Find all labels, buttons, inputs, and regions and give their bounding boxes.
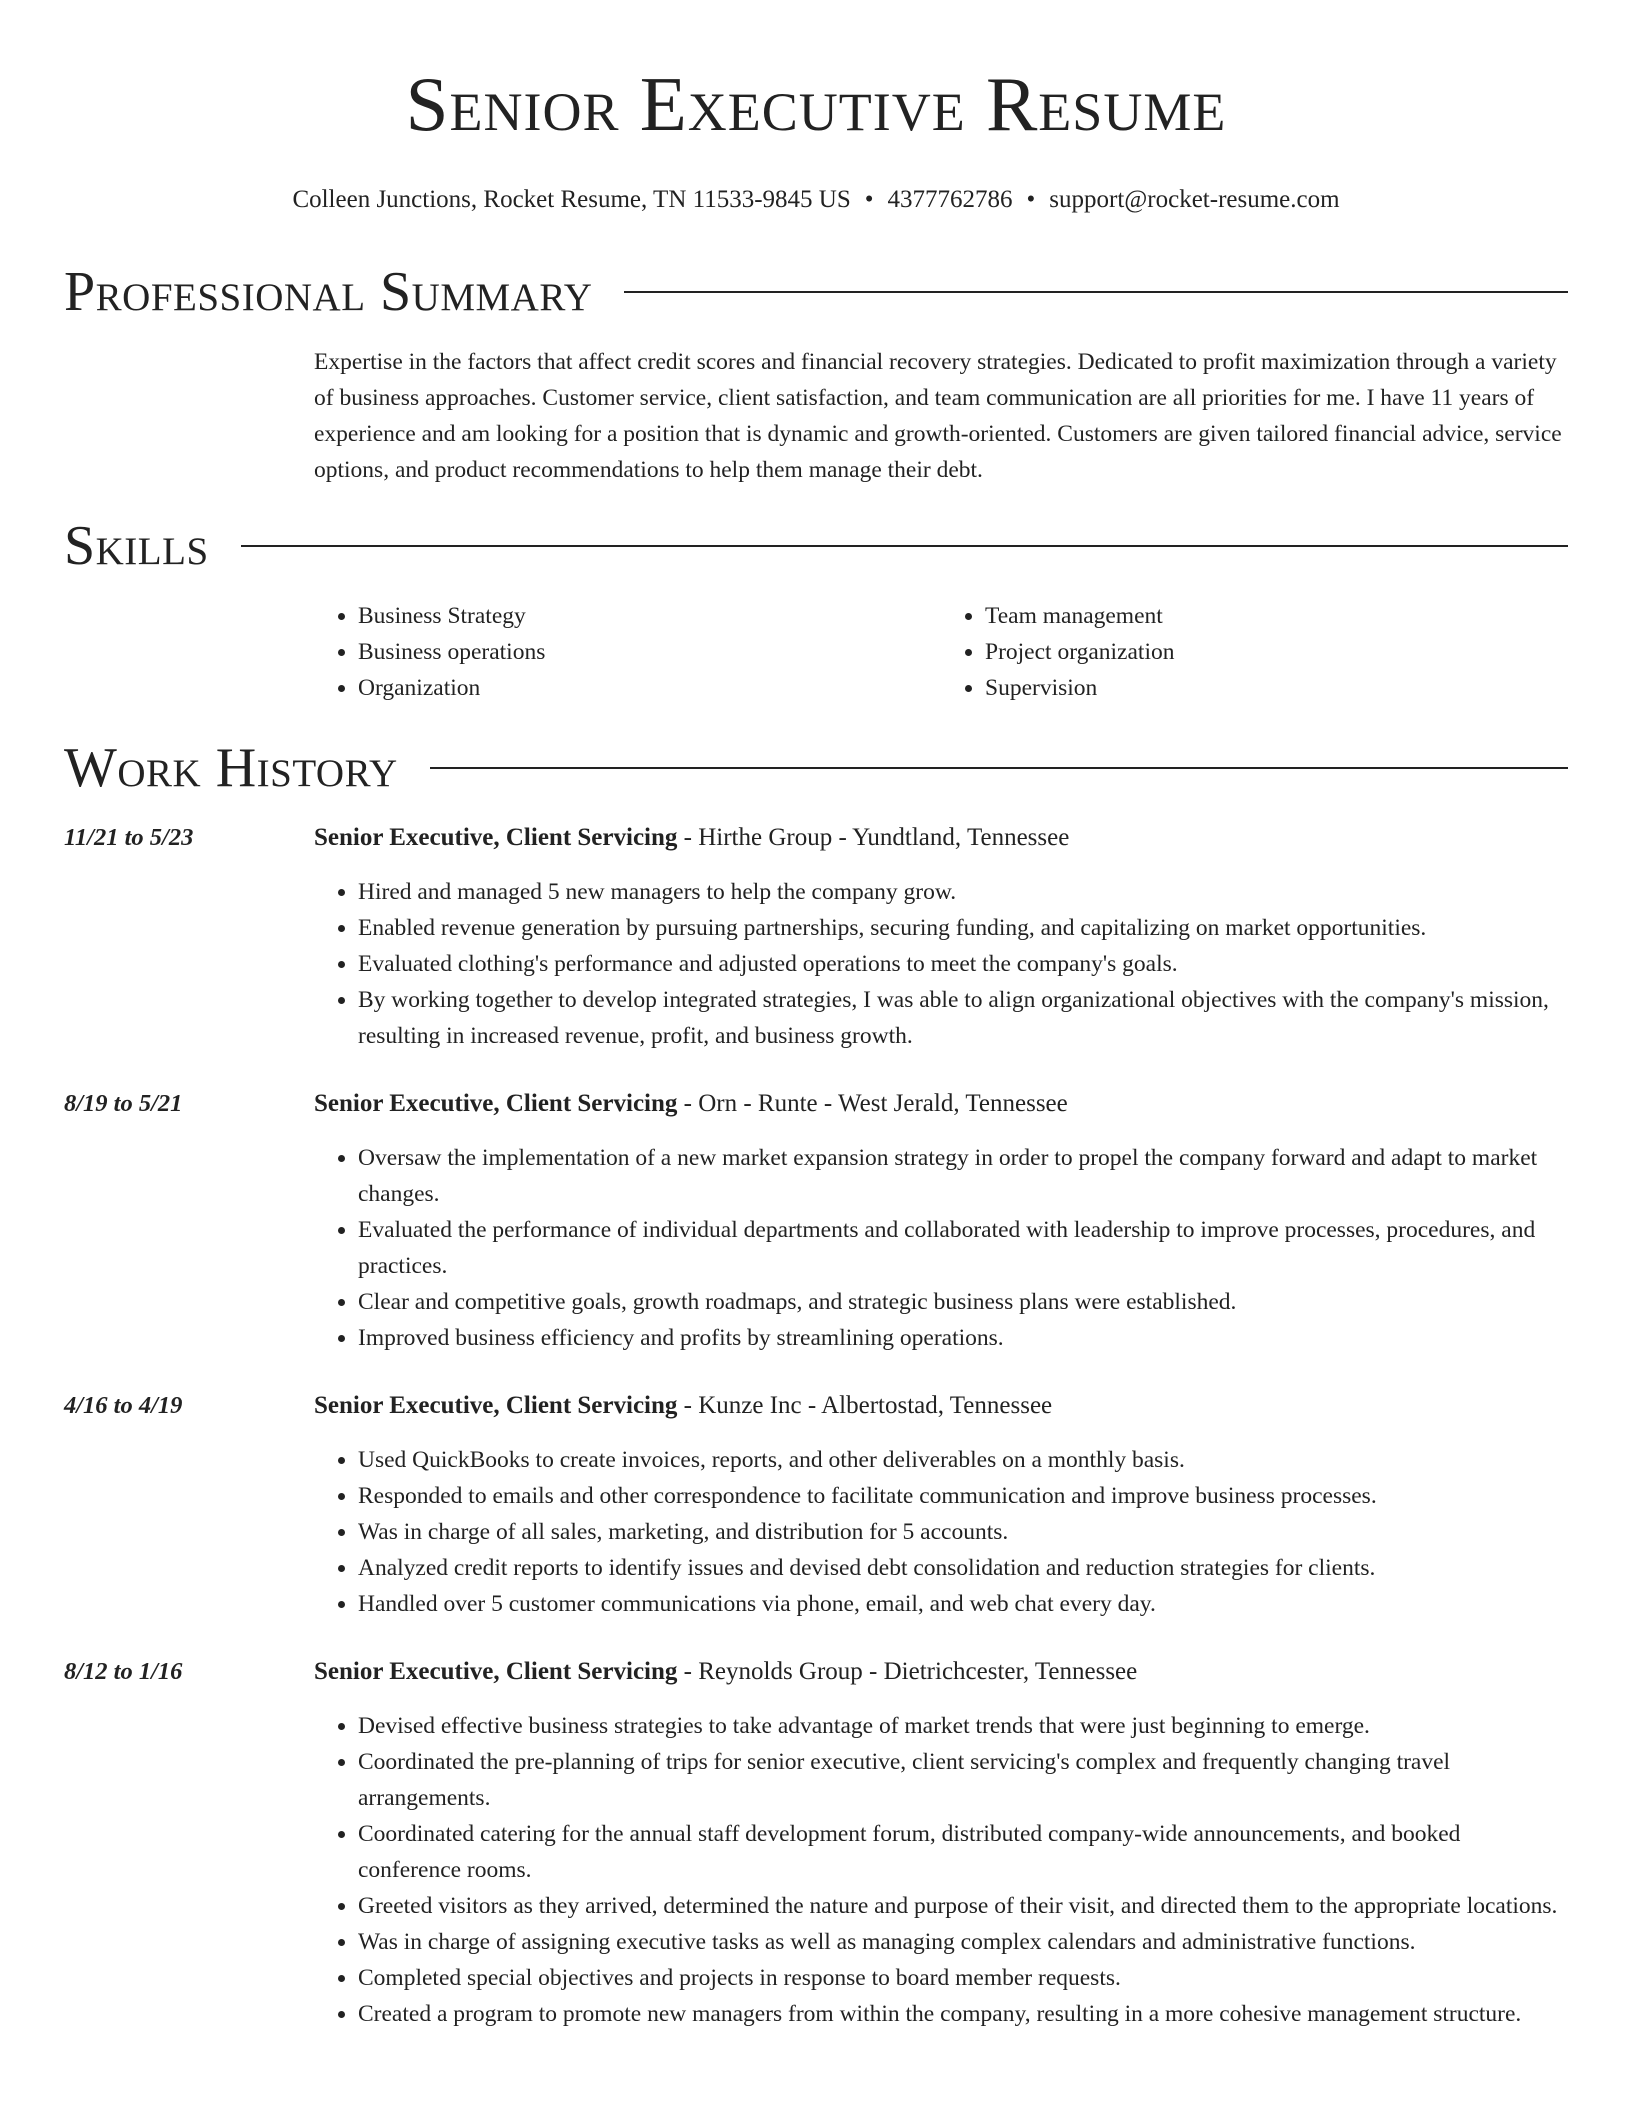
job-company-location: - Reynolds Group - Dietrichcester, Tennessee xyxy=(677,1658,1138,1685)
skills-list xyxy=(314,598,1568,706)
work-heading: Work History xyxy=(64,737,398,799)
job-company-location: - Kunze Inc - Albertostad, Tennessee xyxy=(677,1392,1053,1419)
job-details xyxy=(314,1654,1568,2032)
summary-heading: Professional Summary xyxy=(64,261,593,323)
skills-section-header xyxy=(64,514,1568,578)
job-bullet: • Coordinated the pre-planning of trips for senior executive, client servicing's complex and frequently changing travel arrangements. xyxy=(358,1744,1568,1816)
skill-item: • Organization xyxy=(358,670,941,706)
contact-email: support@rocket-resume.com xyxy=(1049,186,1340,213)
skills-column-left xyxy=(314,598,941,706)
job-bullet: • Evaluated clothing's performance and adjusted operations to meet the company's goals. xyxy=(358,946,1568,982)
job-bullet: • Clear and competitive goals, growth roadmaps, and strategic business plans were established. xyxy=(358,1284,1568,1320)
job-title-line xyxy=(314,1654,1568,1690)
skills-column-right xyxy=(941,598,1568,706)
summary-section-header xyxy=(64,260,1568,324)
job-bullet: • Was in charge of all sales, marketing, and distribution for 5 accounts. xyxy=(358,1514,1568,1550)
job-dates: 8/19 to 5/21 xyxy=(64,1090,183,1117)
section-divider xyxy=(430,767,1568,769)
job-entry xyxy=(64,820,1568,1054)
job-bullet: • Hired and managed 5 new managers to help the company grow. xyxy=(358,874,1568,910)
contact-separator: • xyxy=(864,186,874,213)
job-bullet: • Devised effective business strategies to take advantage of market trends that were just beginning to emerge. xyxy=(358,1708,1568,1744)
job-details xyxy=(314,820,1568,1054)
job-bullet: • Responded to emails and other correspondence to facilitate communication and improve business processes. xyxy=(358,1478,1568,1514)
job-details xyxy=(314,1388,1568,1622)
section-divider xyxy=(624,291,1568,293)
job-bullets xyxy=(314,1442,1568,1622)
contact-separator: • xyxy=(1026,186,1036,213)
job-dates: 8/12 to 1/16 xyxy=(64,1658,183,1685)
job-dates: 4/16 to 4/19 xyxy=(64,1392,183,1419)
job-title-line xyxy=(314,1086,1568,1122)
section-divider xyxy=(241,545,1568,547)
job-bullet: • Greeted visitors as they arrived, determined the nature and purpose of their visit, and directed them to the appropriate locations. xyxy=(358,1888,1568,1924)
job-bullet: • Coordinated catering for the annual staff development forum, distributed company-wide announcements, and booked conference rooms. xyxy=(358,1816,1568,1888)
job-bullet: • Used QuickBooks to create invoices, reports, and other deliverables on a monthly basis. xyxy=(358,1442,1568,1478)
job-bullet: • Created a program to promote new managers from within the company, resulting in a more cohesive management structure. xyxy=(358,1996,1568,2032)
job-bullets xyxy=(314,874,1568,1054)
job-entry xyxy=(64,1086,1568,1356)
skill-item: • Team management xyxy=(985,598,1568,634)
job-bullet: • By working together to develop integrated strategies, I was able to align organizational objectives with the company's mission, resulting in increased revenue, profit, and business growth. xyxy=(358,982,1568,1054)
contact-address: Colleen Junctions, Rocket Resume, TN 11533-9845 US xyxy=(292,186,851,213)
resume-title: Senior Executive Resume xyxy=(405,61,1227,147)
job-company-location: - Hirthe Group - Yundtland, Tennessee xyxy=(677,824,1070,851)
job-bullets xyxy=(314,1708,1568,2032)
summary-text: Expertise in the factors that affect credit scores and financial recovery strategies. Dedicated to profit maximization through a variety of business approaches. Customer service, client satisfaction, and team communication are all priorities for me. I have 11 years of experience and am looking for a position that is dynamic and growth-oriented. Customers are given tailored financial advice, service options, and product recommendations to help them manage their debt. xyxy=(314,349,1562,483)
job-bullet: • Improved business efficiency and profits by streamlining operations. xyxy=(358,1320,1568,1356)
job-entry xyxy=(64,1388,1568,1622)
job-details xyxy=(314,1086,1568,1356)
job-title-line xyxy=(314,1388,1568,1424)
job-role: Senior Executive, Client Servicing xyxy=(314,824,678,851)
skill-item: • Business operations xyxy=(358,634,941,670)
job-role: Senior Executive, Client Servicing xyxy=(314,1658,678,1685)
job-bullet: • Analyzed credit reports to identify issues and devised debt consolidation and reduction strategies for clients. xyxy=(358,1550,1568,1586)
job-company-location: - Orn - Runte - West Jerald, Tennessee xyxy=(677,1090,1068,1117)
contact-phone: 4377762786 xyxy=(887,186,1013,213)
job-role: Senior Executive, Client Servicing xyxy=(314,1090,678,1117)
job-bullet: • Evaluated the performance of individual departments and collaborated with leadership to improve processes, procedures, and practices. xyxy=(358,1212,1568,1284)
job-bullet: • Was in charge of assigning executive tasks as well as managing complex calendars and administrative functions. xyxy=(358,1924,1568,1960)
skill-item: • Supervision xyxy=(985,670,1568,706)
job-dates: 11/21 to 5/23 xyxy=(64,824,194,851)
work-section-header xyxy=(64,736,1568,800)
skill-item: • Project organization xyxy=(985,634,1568,670)
job-bullet: • Completed special objectives and projects in response to board member requests. xyxy=(358,1960,1568,1996)
skills-heading: Skills xyxy=(64,515,209,577)
job-bullets xyxy=(314,1140,1568,1356)
skill-item: • Business Strategy xyxy=(358,598,941,634)
job-entry xyxy=(64,1654,1568,2032)
job-bullet: • Handled over 5 customer communications via phone, email, and web chat every day. xyxy=(358,1586,1568,1622)
job-bullet: • Enabled revenue generation by pursuing partnerships, securing funding, and capitalizing on market opportunities. xyxy=(358,910,1568,946)
job-role: Senior Executive, Client Servicing xyxy=(314,1392,678,1419)
job-bullet: • Oversaw the implementation of a new market expansion strategy in order to propel the company forward and adapt to market changes. xyxy=(358,1140,1568,1212)
job-title-line xyxy=(314,820,1568,856)
work-history-list xyxy=(64,820,1568,2032)
contact-line xyxy=(64,184,1568,216)
